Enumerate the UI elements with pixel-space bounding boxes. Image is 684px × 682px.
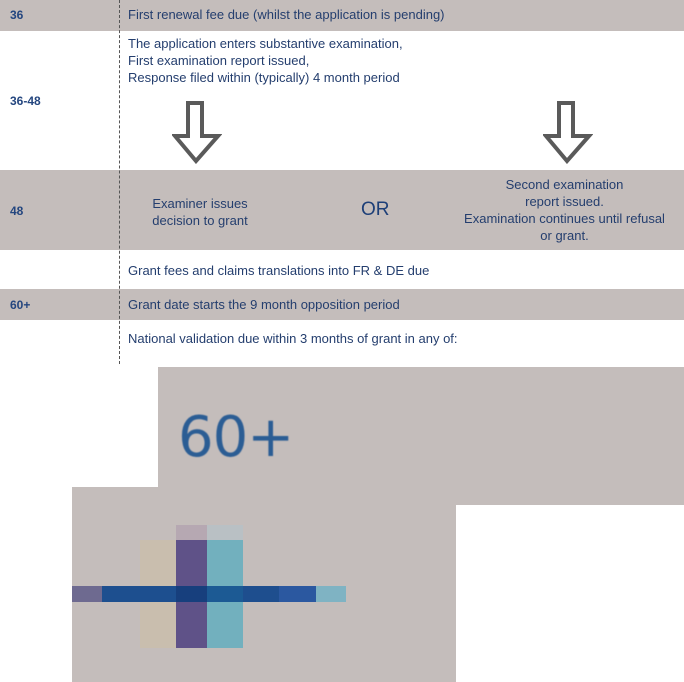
- down-arrow-icon: [543, 100, 593, 164]
- grant-line: decision to grant: [152, 213, 248, 228]
- second-exam-line: Second examination: [505, 177, 624, 192]
- month-label: 36-48: [10, 94, 41, 108]
- timeline-axis: [119, 0, 120, 364]
- zoomed-month-label: 60+: [178, 405, 294, 470]
- timeline-row-36: [0, 0, 684, 31]
- row-description: [128, 35, 403, 86]
- zoom-pixel: [207, 525, 243, 540]
- zoom-pixel: [176, 525, 207, 540]
- timeline-row-validation: [0, 320, 684, 364]
- timeline-row-60plus: [0, 289, 684, 320]
- description-line: The application enters substantive examination,: [128, 36, 403, 51]
- timeline-row-grant-fees: [0, 250, 684, 289]
- month-label: 60+: [10, 298, 31, 312]
- zoom-pixel: [72, 586, 102, 602]
- description-line: First examination report issued,: [128, 53, 310, 68]
- zoom-pixel: [176, 586, 207, 602]
- zoom-pixel: [207, 586, 243, 602]
- second-exam-text: [452, 176, 677, 244]
- row-description: National validation due within 3 months of grant in any of:: [128, 331, 458, 346]
- grant-line: Examiner issues: [152, 196, 248, 211]
- zoom-pixel: [279, 586, 316, 602]
- zoom-panel-bottom: [72, 487, 456, 682]
- description-line: Response filed within (typically) 4 month period: [128, 70, 400, 85]
- row-description: Grant date starts the 9 month opposition period: [128, 297, 400, 312]
- second-exam-line: or grant.: [540, 228, 589, 243]
- zoom-pixel: [316, 586, 346, 602]
- down-arrow-icon: [172, 100, 222, 164]
- zoom-pixel: [243, 586, 279, 602]
- or-label: OR: [361, 199, 390, 220]
- row-description: First renewal fee due (whilst the application is pending): [128, 7, 445, 22]
- month-label: 36: [10, 8, 24, 22]
- second-exam-line: report issued.: [525, 194, 604, 209]
- grant-decision-text: [130, 195, 270, 229]
- zoom-pixel: [102, 586, 176, 602]
- timeline-row-48: [0, 170, 684, 250]
- second-exam-line: Examination continues until refusal: [464, 211, 665, 226]
- row-description: Grant fees and claims translations into FR & DE due: [128, 263, 430, 278]
- month-label: 48: [10, 204, 24, 218]
